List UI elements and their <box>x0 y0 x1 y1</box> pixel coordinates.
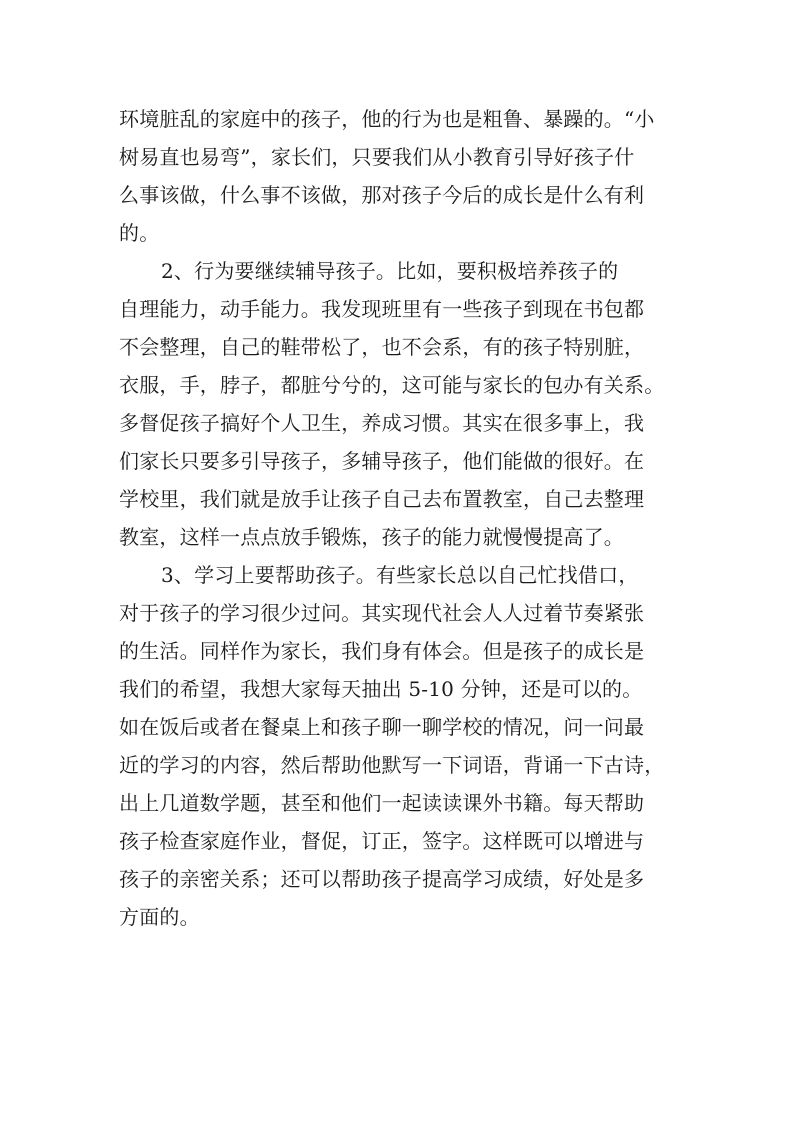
text-line: 树易直也易弯”，家长们，只要我们从小教育引导好孩子什 <box>119 145 635 169</box>
text-line: 对于孩子的学习很少过问。其实现代社会人人过着节奏紧张 <box>119 601 645 625</box>
paragraph-continuation <box>119 100 684 252</box>
text-line: 3、学习上要帮助孩子。有些家长总以自己忙找借口， <box>161 563 639 587</box>
text-line: 孩子检查家庭作业，督促，订正，签字。这样既可以增进与 <box>119 829 645 853</box>
text-line: 2、行为要继续辅导孩子。比如，要积极培养孩子的 <box>161 259 619 283</box>
text-line: 的。 <box>119 221 160 245</box>
text-line: 出上几道数学题，甚至和他们一起读读课外书籍。每天帮助 <box>119 791 645 815</box>
text-line: 近的学习的内容，然后帮助他默写一下词语，背诵一下古诗， <box>119 753 665 777</box>
text-line: 们家长只要多引导孩子，多辅导孩子，他们能做的很好。在 <box>119 449 645 473</box>
paragraph-study-help <box>119 556 684 936</box>
text-line: 自理能力，动手能力。我发现班里有一些孩子到现在书包都 <box>119 297 645 321</box>
text-line: 衣服，手，脖子，都脏兮兮的，这可能与家长的包办有关系。 <box>119 373 665 397</box>
text-line: 教室，这样一点点放手锻炼，孩子的能力就慢慢提高了。 <box>119 525 624 549</box>
text-line: 不会整理，自己的鞋带松了，也不会系，有的孩子特别脏， <box>119 335 645 359</box>
text-line: 么事该做，什么事不该做，那对孩子今后的成长是什么有利 <box>119 183 645 207</box>
paragraph-behavior-guidance <box>119 252 684 556</box>
text-line: 如在饭后或者在餐桌上和孩子聊一聊学校的情况，问一问最 <box>119 715 645 739</box>
text-line: 方面的。 <box>119 905 200 929</box>
text-line: 孩子的亲密关系；还可以帮助孩子提高学习成绩，好处是多 <box>119 867 645 891</box>
text-line: 我们的希望，我想大家每天抽出 5-10 分钟，还是可以的。 <box>119 677 643 701</box>
text-line: 学校里，我们就是放手让孩子自己去布置教室，自己去整理 <box>119 487 645 511</box>
document-body <box>119 100 684 936</box>
text-line: 多督促孩子搞好个人卫生，养成习惯。其实在很多事上，我 <box>119 411 645 435</box>
text-line: 的生活。同样作为家长，我们身有体会。但是孩子的成长是 <box>119 639 645 663</box>
text-line: 环境脏乱的家庭中的孩子，他的行为也是粗鲁、暴躁的。“小 <box>119 107 655 131</box>
